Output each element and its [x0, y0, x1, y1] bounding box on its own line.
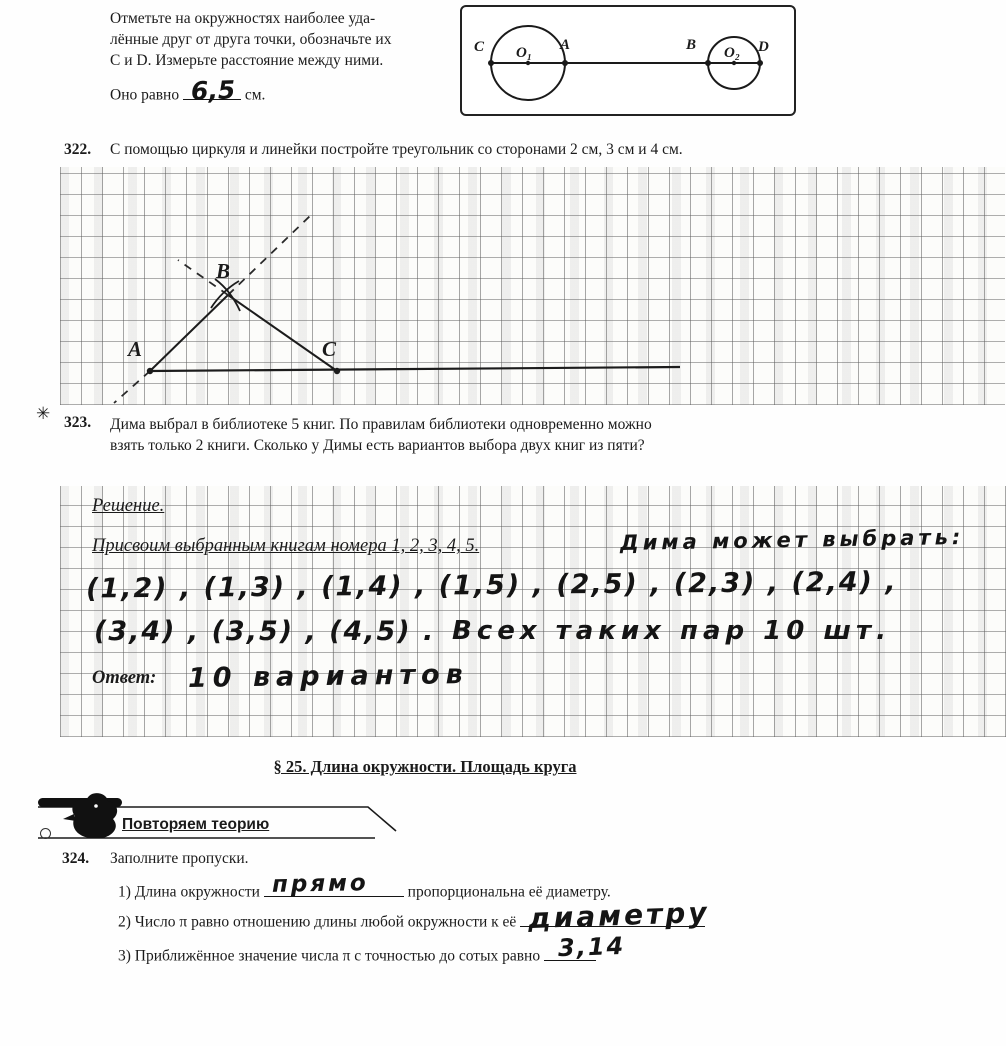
margin-mark: [40, 828, 51, 839]
theory-banner: [30, 792, 440, 850]
difficulty-marker-icon: ✳: [36, 404, 51, 423]
intro-answer-blank: [183, 74, 241, 106]
fill-item-2-blank: [520, 895, 711, 935]
diagram-label-a: A: [560, 37, 571, 53]
fill-item-3-prefix: 3) Приближённое значение числа π с точностью до сотых равно: [118, 947, 541, 965]
diagram-label-o2: O₂: [724, 45, 741, 61]
fill-item-2-prefix: 2) Число π равно отношению длины любой окружности к её: [118, 913, 517, 931]
intro-line: Отметьте на окружностях наиболее уда-: [110, 10, 376, 27]
problem-324-number: 324.: [62, 850, 90, 867]
problem-324-title: Заполните пропуски.: [110, 850, 249, 867]
triangle-label-b: B: [216, 259, 231, 283]
fill-item-3: [118, 931, 626, 967]
fill-item-3-blank: [544, 931, 626, 962]
solution-pairs-line2: (3,4) , (3,5) , (4,5) .: [94, 616, 436, 647]
diagram-label-b: B: [686, 37, 697, 53]
diagram-label-o1: O₁: [516, 45, 533, 61]
intro-answer-prefix: Оно равно: [110, 86, 180, 104]
triangle-construction-drawing: [60, 167, 1005, 405]
construction-grid: [60, 167, 1005, 405]
fill-item-1-blank: [264, 869, 404, 898]
answer-handwritten: 10 вариантов: [187, 659, 469, 694]
fill-item-2-answer: диаметру: [527, 895, 711, 935]
intro-answer-suffix: см.: [244, 86, 266, 104]
intro-answer-line: [110, 74, 466, 106]
circles-diagram-drawing: [462, 7, 794, 114]
fill-item-1-prefix: 1) Длина окружности: [118, 883, 260, 901]
problem-323-text: [110, 414, 810, 456]
problem-323-line: Дима выбрал в библиотеке 5 книг. По правилам библиотеки одновременно можно: [110, 416, 652, 433]
fill-item-1: [118, 869, 611, 903]
diagram-label-d: D: [758, 39, 769, 55]
diagram-label-c: C: [474, 39, 485, 55]
solution-assign-handwritten: Дима может выбрать:: [619, 524, 965, 556]
fill-item-3-answer: 3,14: [557, 931, 626, 962]
theory-banner-label: Повторяем теорию: [122, 816, 270, 833]
section-header: § 25. Длина окружности. Площадь круга: [273, 757, 577, 776]
intro-line: лённые друг от друга точки, обозначьте их: [110, 31, 392, 48]
solution-pairs-note: Всех таких пар 10 шт.: [452, 616, 891, 646]
solution-label: Решение.: [92, 496, 165, 516]
circles-diagram: [460, 5, 796, 116]
intro-line: C и D. Измерьте расстояние между ними.: [110, 52, 384, 69]
answer-label: Ответ:: [92, 668, 157, 688]
fill-item-1-answer: прямо: [271, 869, 369, 898]
solution-assign-printed: Присвоим выбранным книгам номера 1, 2, 3, 4, 5.: [92, 536, 480, 556]
triangle-label-c: C: [322, 337, 337, 361]
triangle-label-a: A: [128, 337, 143, 361]
problem-323-number: 323.: [64, 414, 92, 431]
solution-pairs-line1: (1,2) , (1,3) , (1,4) , (1,5) , (2,5) , (2,3) , (2,4) ,: [85, 566, 898, 605]
problem-323-line: взять только 2 книги. Сколько у Димы есть вариантов выбора двух книг из пяти?: [110, 437, 645, 454]
problem-322-text: С помощью циркуля и линейки постройте треугольник со сторонами 2 см, 3 см и 4 см.: [110, 141, 683, 158]
solution-grid: [60, 486, 1006, 737]
fill-item-1-suffix: пропорциональна её диаметру.: [407, 883, 611, 901]
fill-item-2: [118, 895, 711, 935]
handwritten-answer: 6,5: [190, 74, 236, 106]
problem-322-number: 322.: [64, 141, 92, 158]
intro-text-block: [110, 8, 466, 106]
